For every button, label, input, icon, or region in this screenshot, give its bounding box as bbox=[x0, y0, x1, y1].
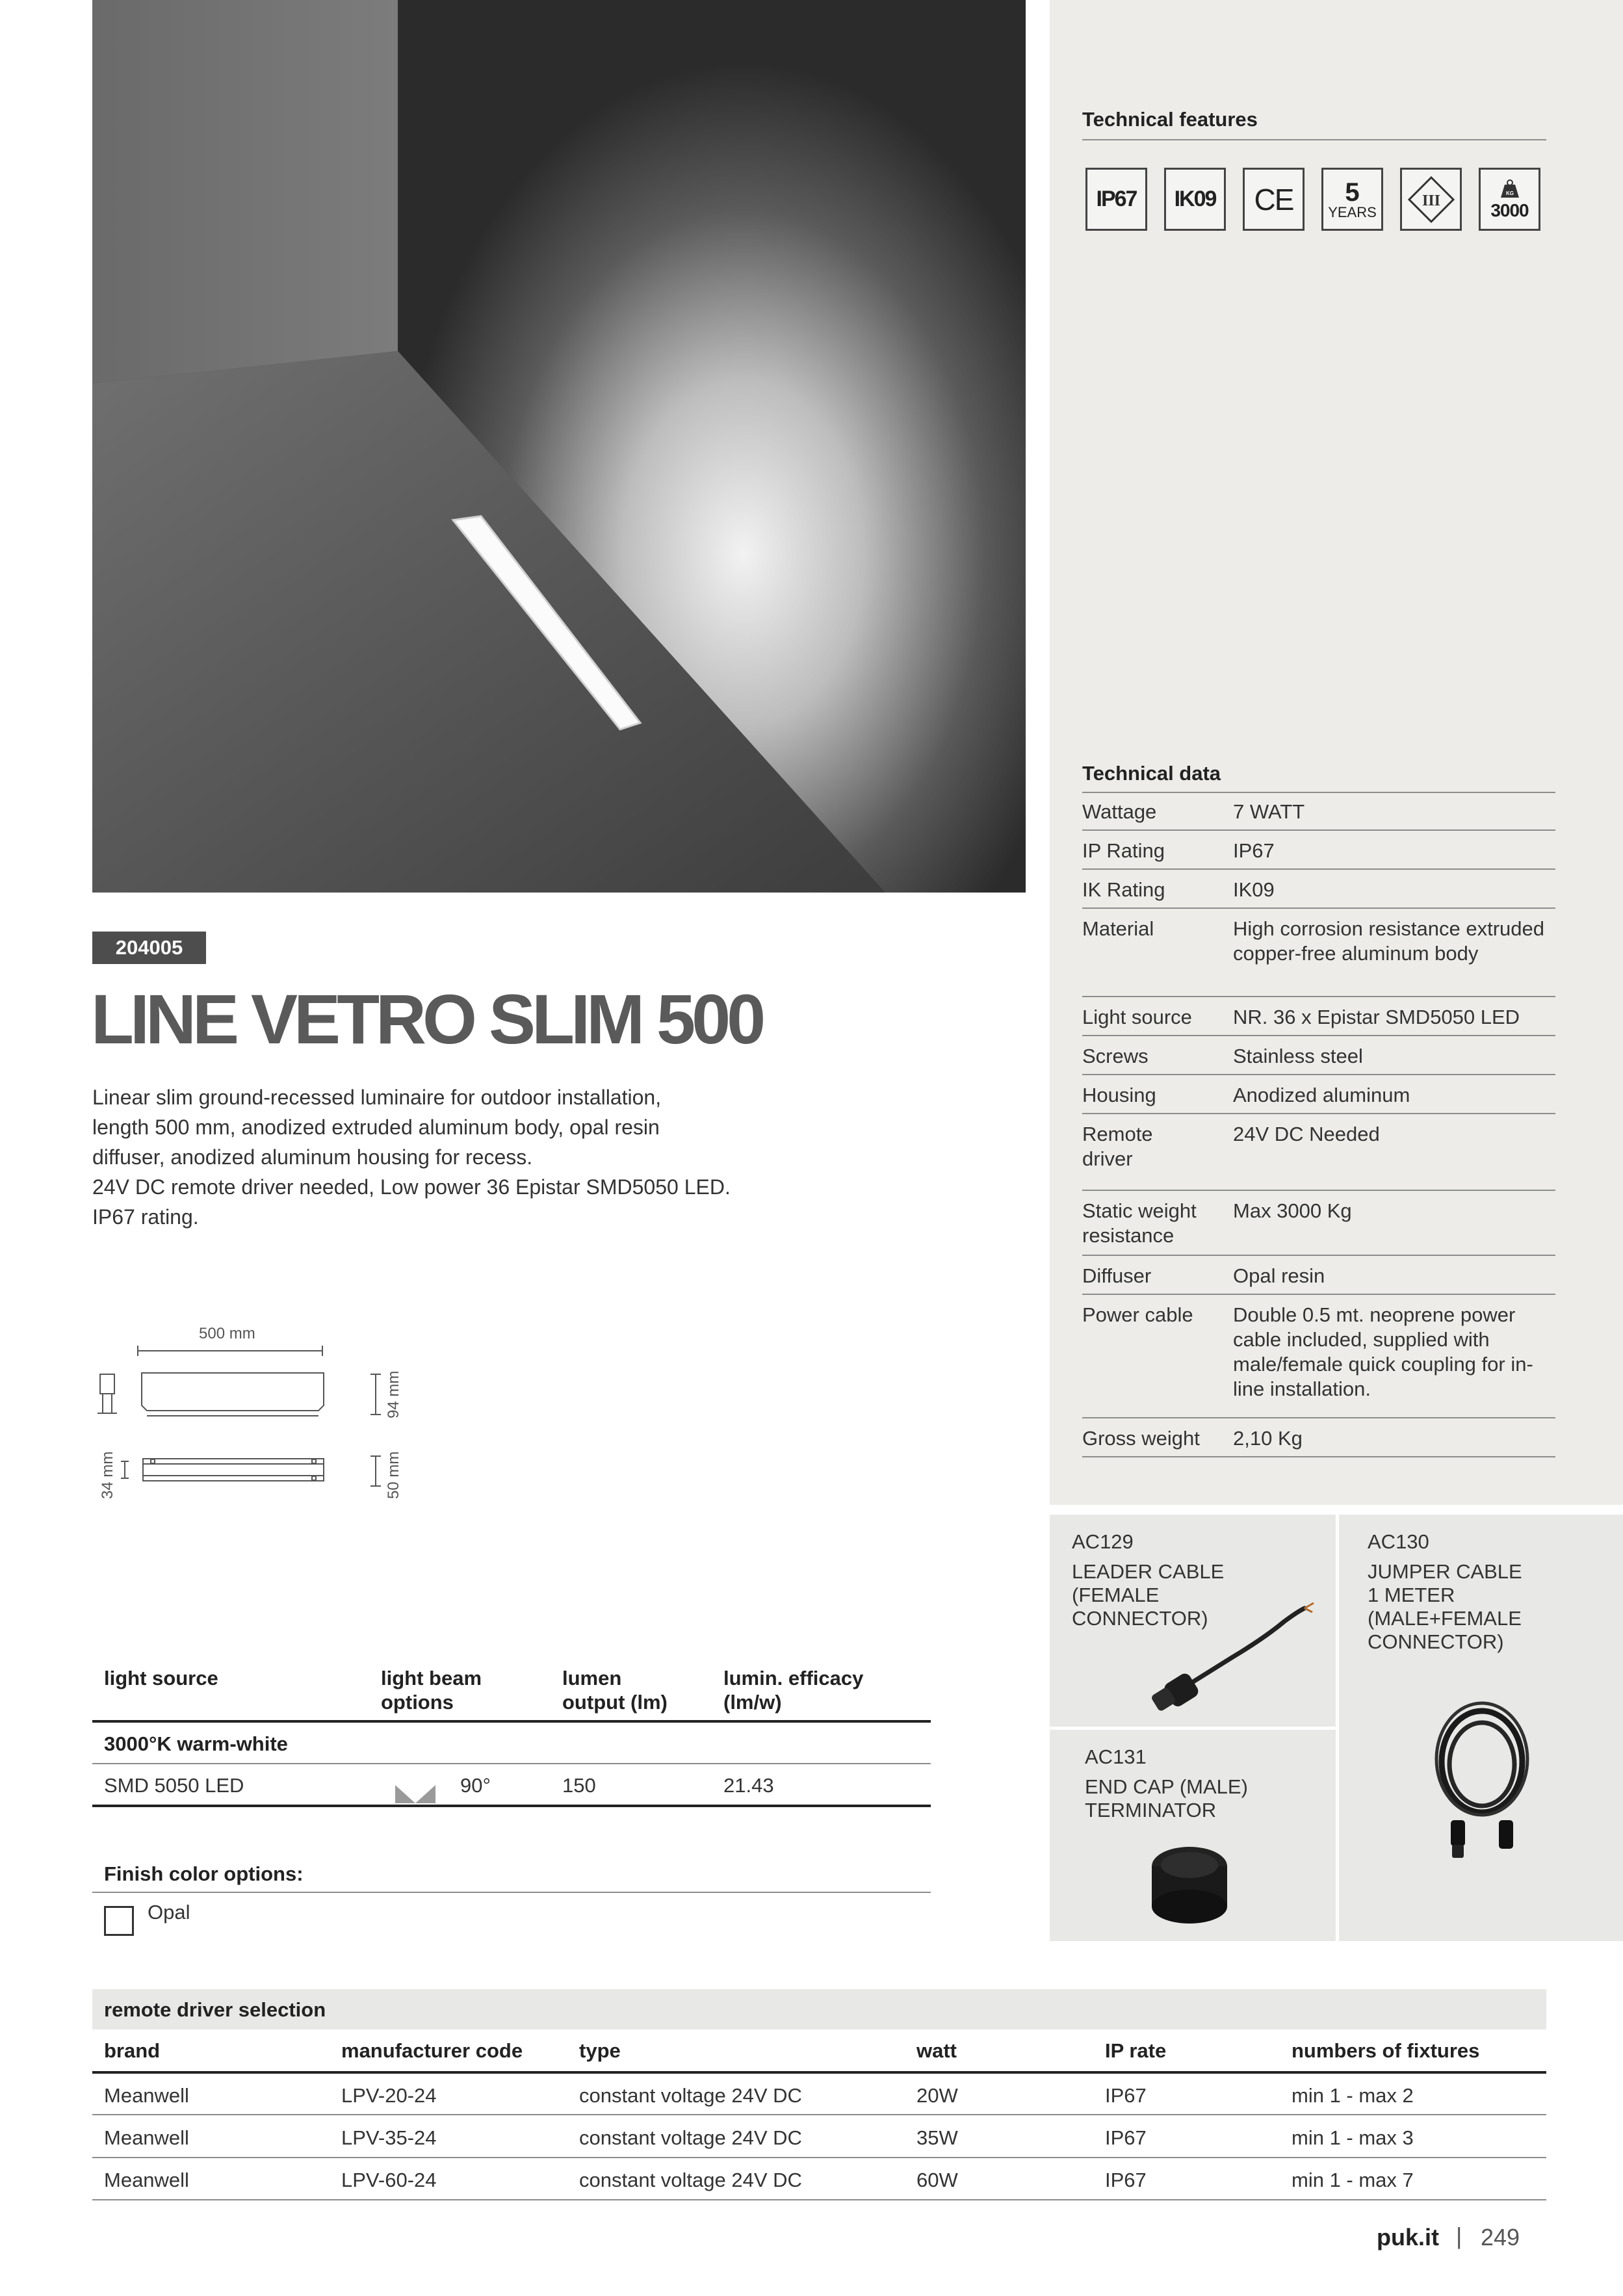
divider bbox=[92, 1892, 931, 1893]
description-line: length 500 mm, anodized extruded aluminum body, opal resin bbox=[92, 1115, 660, 1139]
row-value: 24V DC Needed bbox=[1233, 1123, 1380, 1145]
warranty-icon: 5 YEARS bbox=[1321, 168, 1383, 231]
product-photo-render bbox=[92, 0, 1026, 893]
technical-data-row bbox=[1082, 1115, 1555, 1191]
divider bbox=[92, 2199, 1546, 2200]
row-value: Anodized aluminum bbox=[1233, 1084, 1410, 1106]
column-header: IP rate bbox=[1105, 2039, 1167, 2062]
row-value: Double 0.5 mt. neoprene power cable included, supplied with male/female quick coupling for in-line installation. bbox=[1233, 1303, 1533, 1400]
technical-features-title: Technical features bbox=[1082, 108, 1258, 131]
row-value: NR. 36 x Epistar SMD5050 LED bbox=[1233, 1006, 1520, 1028]
class-iii-icon bbox=[1400, 168, 1462, 231]
depth-label: 50 mm bbox=[385, 1451, 402, 1499]
accessory-name: END CAP (MALE) TERMINATOR bbox=[1085, 1775, 1248, 1821]
type-cell: constant voltage 24V DC bbox=[579, 2084, 802, 2107]
brand-cell: Meanwell bbox=[104, 2084, 189, 2107]
divider bbox=[92, 2071, 1546, 2074]
ce-mark-icon: CE bbox=[1243, 168, 1305, 231]
divider bbox=[92, 1805, 931, 1807]
row-label: Static weight resistance bbox=[1082, 1199, 1197, 1247]
row-value: High corrosion resistance extruded copper-free aluminum body bbox=[1233, 917, 1545, 965]
type-cell: constant voltage 24V DC bbox=[579, 2169, 802, 2191]
column-header: manufacturer code bbox=[341, 2039, 523, 2062]
accessory-name: JUMPER CABLE 1 METER (MALE+FEMALE CONNECTOR) bbox=[1368, 1560, 1522, 1653]
accessory-card[interactable] bbox=[1050, 1730, 1336, 1941]
svg-text:KG: KG bbox=[1505, 190, 1514, 196]
row-label: Light source bbox=[1082, 1006, 1192, 1028]
technical-data-title: Technical data bbox=[1082, 762, 1221, 785]
technical-data-row bbox=[1082, 871, 1555, 909]
column-header: light beam options bbox=[381, 1667, 482, 1714]
row-label: Diffuser bbox=[1082, 1264, 1152, 1287]
row-value: Max 3000 Kg bbox=[1233, 1199, 1352, 1222]
footer-site: puk.it bbox=[1377, 2224, 1439, 2250]
technical-data-row bbox=[1082, 998, 1555, 1036]
column-header: lumin. efficacy (lm/w) bbox=[723, 1667, 864, 1714]
row-label: IK Rating bbox=[1082, 878, 1165, 901]
dimension-drawing bbox=[91, 1320, 416, 1508]
column-header: light source bbox=[104, 1667, 218, 1689]
technical-data-row bbox=[1082, 1257, 1555, 1295]
technical-data-row bbox=[1082, 910, 1555, 997]
divider bbox=[92, 1720, 931, 1723]
finish-option-label: Opal bbox=[148, 1901, 190, 1924]
accessory-code: AC130 bbox=[1368, 1530, 1429, 1553]
description-line: Linear slim ground-recessed luminaire for outdoor installation, bbox=[92, 1086, 662, 1109]
lumen-cell: 150 bbox=[562, 1774, 596, 1797]
code-cell: LPV-60-24 bbox=[341, 2169, 437, 2191]
divider bbox=[92, 2157, 1546, 2158]
accessory-code: AC129 bbox=[1072, 1530, 1134, 1553]
row-label: Power cable bbox=[1082, 1303, 1193, 1326]
row-value: 2,10 Kg bbox=[1233, 1427, 1303, 1450]
row-label: Wattage bbox=[1082, 800, 1157, 823]
efficacy-cell: 21.43 bbox=[723, 1774, 774, 1797]
fixtures-cell: min 1 - max 7 bbox=[1292, 2169, 1414, 2191]
column-header: watt bbox=[916, 2039, 957, 2062]
brand-cell: Meanwell bbox=[104, 2126, 189, 2149]
light-source-cell: SMD 5050 LED bbox=[104, 1774, 244, 1797]
fixtures-cell: min 1 - max 3 bbox=[1292, 2126, 1414, 2149]
row-label: Screws bbox=[1082, 1045, 1149, 1067]
technical-data-row bbox=[1082, 832, 1555, 870]
width-label: 34 mm bbox=[99, 1451, 116, 1499]
divider bbox=[92, 2114, 1546, 2115]
row-value: Opal resin bbox=[1233, 1264, 1325, 1287]
group-label: 3000°K warm-white bbox=[104, 1732, 288, 1755]
brand-cell: Meanwell bbox=[104, 2169, 189, 2191]
product-description bbox=[92, 1082, 840, 1232]
code-cell: LPV-35-24 bbox=[341, 2126, 437, 2149]
row-value: IP67 bbox=[1233, 839, 1275, 862]
accessory-card[interactable] bbox=[1339, 1515, 1623, 1941]
code-cell: LPV-20-24 bbox=[341, 2084, 437, 2107]
ip-cell: IP67 bbox=[1105, 2169, 1147, 2191]
description-line: diffuser, anodized aluminum housing for recess. bbox=[92, 1145, 533, 1169]
description-line: 24V DC remote driver needed, Low power 36 Epistar SMD5050 LED. bbox=[92, 1175, 731, 1199]
svg-text:III: III bbox=[1422, 192, 1440, 209]
weight-icon: KG 3000 bbox=[1479, 168, 1540, 231]
accessory-code: AC131 bbox=[1085, 1745, 1147, 1768]
fixtures-cell: min 1 - max 2 bbox=[1292, 2084, 1414, 2107]
technical-data-row bbox=[1082, 1037, 1555, 1075]
watt-cell: 35W bbox=[916, 2126, 958, 2149]
watt-cell: 20W bbox=[916, 2084, 958, 2107]
product-code-badge: 204005 bbox=[92, 932, 206, 964]
divider bbox=[1082, 139, 1546, 140]
finish-title: Finish color options: bbox=[104, 1862, 304, 1885]
technical-data-row bbox=[1082, 1076, 1555, 1114]
beam-angle-icon bbox=[395, 1782, 435, 1805]
ip-cell: IP67 bbox=[1105, 2084, 1147, 2107]
column-header: lumen output (lm) bbox=[562, 1667, 668, 1714]
type-cell: constant voltage 24V DC bbox=[579, 2126, 802, 2149]
technical-data-row bbox=[1082, 1296, 1555, 1418]
product-title: LINE VETRO SLIM 500 bbox=[91, 980, 762, 1058]
row-value: 7 WATT bbox=[1233, 800, 1305, 823]
beam-cell: 90° bbox=[460, 1774, 491, 1797]
accessory-card[interactable] bbox=[1050, 1515, 1336, 1727]
end-cap-image bbox=[1141, 1834, 1238, 1931]
column-header: numbers of fixtures bbox=[1292, 2039, 1480, 2062]
row-label: Housing bbox=[1082, 1084, 1156, 1106]
description-line: IP67 rating. bbox=[92, 1205, 199, 1229]
length-label: 500 mm bbox=[199, 1325, 255, 1342]
technical-data-row bbox=[1082, 793, 1555, 831]
row-value: IK09 bbox=[1233, 878, 1275, 901]
driver-table-title: remote driver selection bbox=[104, 1998, 326, 2021]
height-label: 94 mm bbox=[385, 1370, 402, 1418]
row-label: Material bbox=[1082, 917, 1154, 940]
row-label: Gross weight bbox=[1082, 1427, 1200, 1450]
technical-data-row bbox=[1082, 1420, 1555, 1457]
row-label: Remote driver bbox=[1082, 1123, 1153, 1170]
column-header: brand bbox=[104, 2039, 161, 2062]
ik09-icon: IK09 bbox=[1164, 168, 1226, 231]
product-photo bbox=[92, 0, 1026, 893]
row-value: Stainless steel bbox=[1233, 1045, 1363, 1067]
ip67-icon: IP67 bbox=[1085, 168, 1147, 231]
technical-data-row bbox=[1082, 1192, 1555, 1256]
accessory-name: LEADER CABLE (FEMALE CONNECTOR) bbox=[1072, 1560, 1225, 1630]
column-header: type bbox=[579, 2039, 621, 2062]
divider bbox=[92, 1763, 931, 1764]
watt-cell: 60W bbox=[916, 2169, 958, 2191]
footer-separator: | bbox=[1456, 2223, 1462, 2249]
leader-cable-image bbox=[1134, 1586, 1329, 1723]
jumper-cable-image bbox=[1417, 1697, 1547, 1892]
finish-checkbox[interactable] bbox=[104, 1906, 134, 1936]
ip-cell: IP67 bbox=[1105, 2126, 1147, 2149]
footer-page-number: 249 bbox=[1481, 2224, 1520, 2250]
row-label: IP Rating bbox=[1082, 839, 1165, 862]
